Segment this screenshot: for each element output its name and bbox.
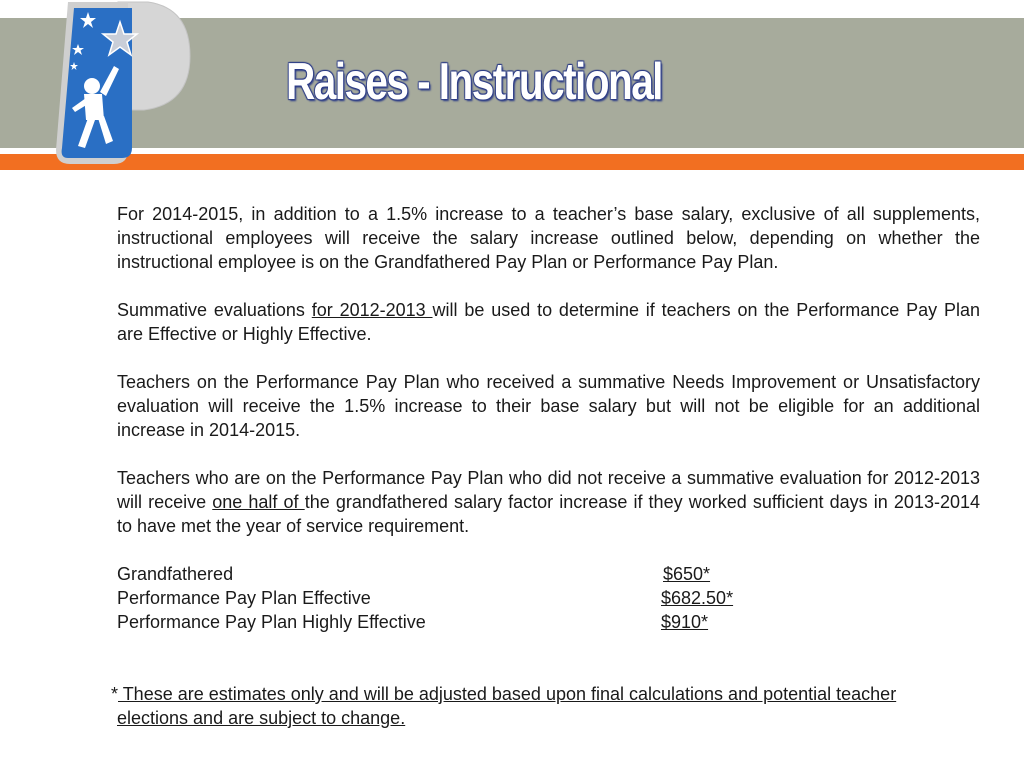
no-evaluation-text-end: the grandfathered salary factor increase if they worked sufficient days in 2013-2014 to have met the year of service requirement.	[117, 492, 980, 536]
paragraph-no-evaluation	[117, 466, 980, 538]
raise-amount: $650*	[663, 564, 711, 584]
raise-label: Performance Pay Plan Effective	[117, 588, 371, 608]
raise-row-grandfathered	[117, 562, 980, 586]
page-title: Raises - Instructional	[286, 53, 662, 111]
paragraph-summative	[117, 298, 980, 346]
footnote-line-1	[111, 682, 980, 706]
one-half-underlined: one half of	[212, 492, 305, 512]
slide-body	[117, 202, 980, 658]
footnote-line-2	[111, 706, 980, 730]
no-evaluation-text-start: Teachers who are on the Performance Pay Plan who did not receive a summative evaluation for 2012-2013 will receive	[117, 468, 980, 512]
summative-year-underlined: for 2012-2013	[311, 300, 433, 320]
footnote-text-1: These are estimates only and will be adjusted based upon final calculations and potential teacher	[118, 684, 897, 704]
paragraph-intro: For 2014-2015, in addition to a 1.5% increase to a teacher’s base salary, exclusive of all supplements, instructional employees will receive the salary increase outlined below, depending on whether the instructional employee is on the Grandfathered Pay Plan or Performance Pay Plan.	[117, 204, 980, 272]
summative-text-start: Summative evaluations	[117, 300, 312, 320]
footnote-text-2: elections and are subject to change.	[117, 708, 406, 728]
school-logo-icon	[48, 0, 192, 168]
raise-label: Grandfathered	[117, 564, 234, 584]
estimates-footnote	[111, 682, 980, 730]
raise-row-highly-effective	[117, 610, 980, 634]
raise-row-effective	[117, 586, 980, 610]
raise-amounts-list	[117, 562, 980, 634]
raise-amount: $910*	[661, 612, 709, 632]
footnote-asterisk: *	[111, 684, 119, 704]
raise-amount: $682.50*	[661, 588, 734, 608]
raise-label: Performance Pay Plan Highly Effective	[117, 612, 426, 632]
paragraph-needs-improvement: Teachers on the Performance Pay Plan who received a summative Needs Improvement or Unsatisfactory evaluation will receive the 1.5% increase to their base salary but will not be eligible for an additional increase in 2014-2015.	[117, 372, 980, 440]
summative-text-end: will be used to determine if teachers on the Performance Pay Plan are Effective or Highly Effective.	[117, 300, 980, 344]
